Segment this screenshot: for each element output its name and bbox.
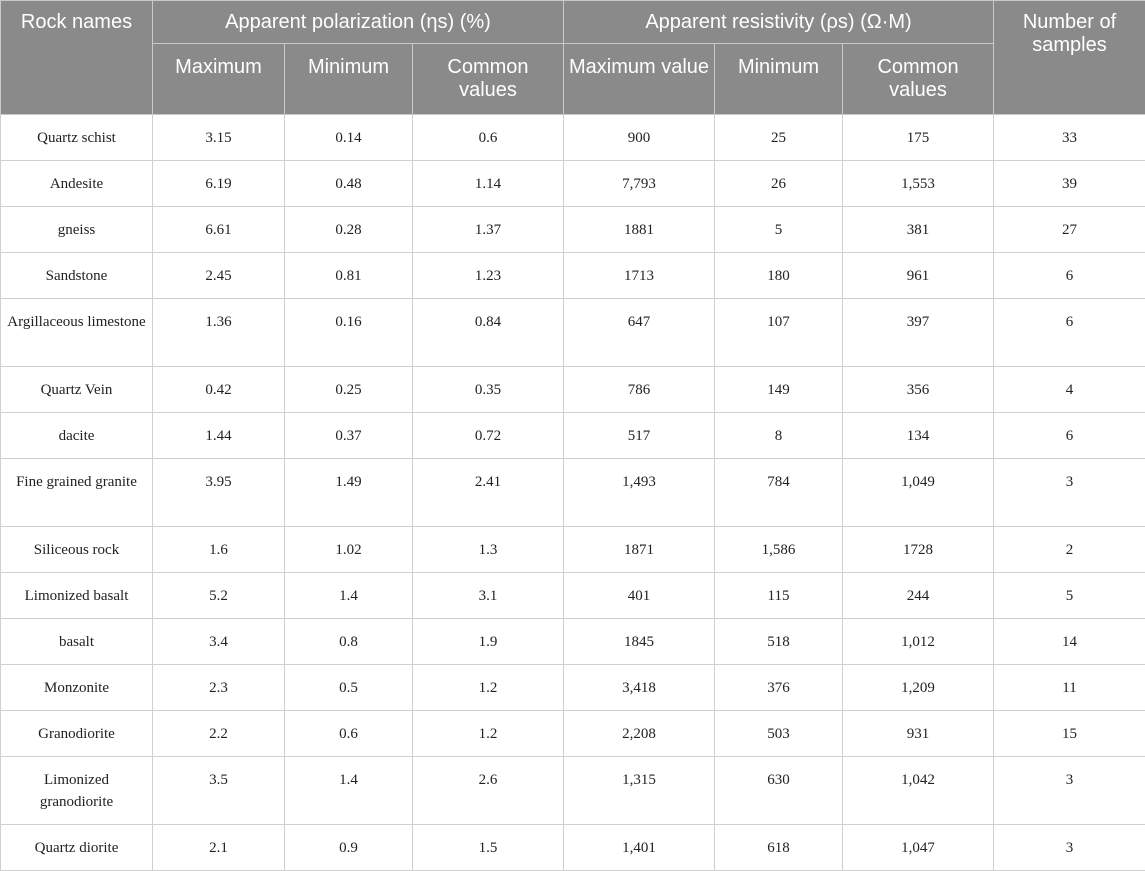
cell-samples: 39 bbox=[994, 161, 1145, 207]
cell-res-max: 647 bbox=[564, 299, 715, 367]
cell-pol-max: 1.44 bbox=[153, 413, 285, 459]
cell-res-max: 1881 bbox=[564, 207, 715, 253]
cell-pol-common: 0.84 bbox=[413, 299, 564, 367]
cell-samples: 27 bbox=[994, 207, 1145, 253]
cell-pol-min: 0.6 bbox=[285, 711, 413, 757]
cell-rock-name: Quartz Vein bbox=[1, 367, 153, 413]
cell-res-common: 356 bbox=[843, 367, 994, 413]
cell-res-min: 618 bbox=[715, 825, 843, 871]
cell-pol-min: 0.14 bbox=[285, 115, 413, 161]
cell-res-min: 26 bbox=[715, 161, 843, 207]
cell-res-common: 244 bbox=[843, 573, 994, 619]
cell-res-max: 1713 bbox=[564, 253, 715, 299]
cell-res-common: 1,042 bbox=[843, 757, 994, 825]
cell-samples: 5 bbox=[994, 573, 1145, 619]
cell-res-max: 1871 bbox=[564, 527, 715, 573]
cell-pol-common: 1.2 bbox=[413, 665, 564, 711]
header-polarization-maximum: Maximum bbox=[153, 44, 285, 115]
cell-pol-common: 1.23 bbox=[413, 253, 564, 299]
cell-res-common: 175 bbox=[843, 115, 994, 161]
cell-res-min: 784 bbox=[715, 459, 843, 527]
cell-res-common: 1,209 bbox=[843, 665, 994, 711]
cell-res-max: 900 bbox=[564, 115, 715, 161]
cell-rock-name: Limonized granodiorite bbox=[1, 757, 153, 825]
cell-pol-common: 0.35 bbox=[413, 367, 564, 413]
cell-pol-min: 0.16 bbox=[285, 299, 413, 367]
cell-rock-name: basalt bbox=[1, 619, 153, 665]
cell-res-min: 503 bbox=[715, 711, 843, 757]
table-row bbox=[1, 665, 1145, 711]
cell-samples: 3 bbox=[994, 825, 1145, 871]
cell-pol-min: 0.8 bbox=[285, 619, 413, 665]
table-row bbox=[1, 413, 1145, 459]
cell-res-min: 8 bbox=[715, 413, 843, 459]
cell-res-min: 630 bbox=[715, 757, 843, 825]
cell-pol-max: 6.61 bbox=[153, 207, 285, 253]
cell-pol-min: 0.25 bbox=[285, 367, 413, 413]
cell-pol-min: 0.5 bbox=[285, 665, 413, 711]
cell-samples: 11 bbox=[994, 665, 1145, 711]
cell-pol-common: 1.37 bbox=[413, 207, 564, 253]
cell-rock-name: Quartz diorite bbox=[1, 825, 153, 871]
cell-pol-max: 3.15 bbox=[153, 115, 285, 161]
cell-samples: 4 bbox=[994, 367, 1145, 413]
cell-rock-name: Fine grained granite bbox=[1, 459, 153, 527]
cell-res-common: 397 bbox=[843, 299, 994, 367]
cell-samples: 2 bbox=[994, 527, 1145, 573]
table-row bbox=[1, 825, 1145, 871]
cell-pol-common: 2.41 bbox=[413, 459, 564, 527]
cell-pol-min: 0.28 bbox=[285, 207, 413, 253]
cell-res-max: 1845 bbox=[564, 619, 715, 665]
header-resistivity-minimum: Minimum bbox=[715, 44, 843, 115]
cell-samples: 3 bbox=[994, 459, 1145, 527]
cell-res-max: 517 bbox=[564, 413, 715, 459]
cell-pol-min: 1.02 bbox=[285, 527, 413, 573]
cell-res-common: 1,047 bbox=[843, 825, 994, 871]
cell-res-common: 1,553 bbox=[843, 161, 994, 207]
header-number-of-samples: Number of samples bbox=[994, 1, 1145, 115]
cell-res-min: 180 bbox=[715, 253, 843, 299]
header-rock-names: Rock names bbox=[1, 1, 153, 115]
cell-samples: 6 bbox=[994, 299, 1145, 367]
cell-pol-common: 3.1 bbox=[413, 573, 564, 619]
table-row bbox=[1, 757, 1145, 825]
cell-pol-min: 1.4 bbox=[285, 757, 413, 825]
cell-pol-common: 1.5 bbox=[413, 825, 564, 871]
cell-pol-min: 0.48 bbox=[285, 161, 413, 207]
cell-pol-max: 3.4 bbox=[153, 619, 285, 665]
cell-res-min: 5 bbox=[715, 207, 843, 253]
cell-res-common: 381 bbox=[843, 207, 994, 253]
cell-res-max: 7,793 bbox=[564, 161, 715, 207]
cell-pol-common: 1.14 bbox=[413, 161, 564, 207]
cell-res-max: 3,418 bbox=[564, 665, 715, 711]
cell-rock-name: Monzonite bbox=[1, 665, 153, 711]
cell-samples: 33 bbox=[994, 115, 1145, 161]
header-polarization-common: Common values bbox=[413, 44, 564, 115]
cell-rock-name: Granodiorite bbox=[1, 711, 153, 757]
cell-pol-common: 0.6 bbox=[413, 115, 564, 161]
cell-pol-max: 1.36 bbox=[153, 299, 285, 367]
cell-res-max: 2,208 bbox=[564, 711, 715, 757]
cell-pol-max: 2.2 bbox=[153, 711, 285, 757]
cell-pol-min: 0.9 bbox=[285, 825, 413, 871]
cell-rock-name: Argillaceous limestone bbox=[1, 299, 153, 367]
header-resistivity-common: Common values bbox=[843, 44, 994, 115]
table-row bbox=[1, 573, 1145, 619]
cell-pol-max: 6.19 bbox=[153, 161, 285, 207]
cell-pol-common: 0.72 bbox=[413, 413, 564, 459]
cell-res-common: 1,049 bbox=[843, 459, 994, 527]
header-group-polarization: Apparent polarization (ηs) (%) bbox=[153, 1, 564, 44]
cell-res-common: 961 bbox=[843, 253, 994, 299]
cell-pol-min: 1.4 bbox=[285, 573, 413, 619]
table-row bbox=[1, 161, 1145, 207]
cell-res-min: 115 bbox=[715, 573, 843, 619]
cell-pol-max: 2.45 bbox=[153, 253, 285, 299]
cell-res-max: 401 bbox=[564, 573, 715, 619]
cell-pol-common: 1.9 bbox=[413, 619, 564, 665]
cell-pol-common: 1.3 bbox=[413, 527, 564, 573]
header-group-resistivity: Apparent resistivity (ρs) (Ω·M) bbox=[564, 1, 994, 44]
cell-pol-min: 1.49 bbox=[285, 459, 413, 527]
cell-pol-min: 0.81 bbox=[285, 253, 413, 299]
cell-pol-max: 2.1 bbox=[153, 825, 285, 871]
cell-rock-name: Siliceous rock bbox=[1, 527, 153, 573]
table-row bbox=[1, 711, 1145, 757]
cell-pol-max: 1.6 bbox=[153, 527, 285, 573]
cell-rock-name: Limonized basalt bbox=[1, 573, 153, 619]
cell-res-common: 1,012 bbox=[843, 619, 994, 665]
table-row bbox=[1, 459, 1145, 527]
cell-samples: 6 bbox=[994, 253, 1145, 299]
cell-pol-max: 3.5 bbox=[153, 757, 285, 825]
table-row bbox=[1, 527, 1145, 573]
cell-rock-name: gneiss bbox=[1, 207, 153, 253]
cell-res-min: 518 bbox=[715, 619, 843, 665]
cell-res-max: 1,315 bbox=[564, 757, 715, 825]
cell-res-max: 1,401 bbox=[564, 825, 715, 871]
cell-res-min: 1,586 bbox=[715, 527, 843, 573]
cell-rock-name: Sandstone bbox=[1, 253, 153, 299]
table-row bbox=[1, 207, 1145, 253]
header-polarization-minimum: Minimum bbox=[285, 44, 413, 115]
cell-samples: 6 bbox=[994, 413, 1145, 459]
cell-pol-max: 3.95 bbox=[153, 459, 285, 527]
table-row bbox=[1, 367, 1145, 413]
cell-rock-name: dacite bbox=[1, 413, 153, 459]
table-row bbox=[1, 619, 1145, 665]
cell-res-min: 25 bbox=[715, 115, 843, 161]
cell-pol-min: 0.37 bbox=[285, 413, 413, 459]
table-row bbox=[1, 253, 1145, 299]
cell-pol-max: 0.42 bbox=[153, 367, 285, 413]
table-body bbox=[1, 115, 1145, 871]
cell-pol-max: 5.2 bbox=[153, 573, 285, 619]
cell-pol-max: 2.3 bbox=[153, 665, 285, 711]
cell-res-common: 134 bbox=[843, 413, 994, 459]
cell-res-common: 931 bbox=[843, 711, 994, 757]
header-resistivity-maximum: Maximum value bbox=[564, 44, 715, 115]
cell-res-min: 149 bbox=[715, 367, 843, 413]
cell-samples: 3 bbox=[994, 757, 1145, 825]
table-row bbox=[1, 115, 1145, 161]
cell-res-min: 107 bbox=[715, 299, 843, 367]
cell-res-max: 1,493 bbox=[564, 459, 715, 527]
cell-res-max: 786 bbox=[564, 367, 715, 413]
cell-pol-common: 2.6 bbox=[413, 757, 564, 825]
table-row bbox=[1, 299, 1145, 367]
table-header bbox=[1, 1, 1145, 115]
cell-rock-name: Quartz schist bbox=[1, 115, 153, 161]
cell-samples: 14 bbox=[994, 619, 1145, 665]
cell-res-common: 1728 bbox=[843, 527, 994, 573]
cell-rock-name: Andesite bbox=[1, 161, 153, 207]
cell-pol-common: 1.2 bbox=[413, 711, 564, 757]
cell-res-min: 376 bbox=[715, 665, 843, 711]
cell-samples: 15 bbox=[994, 711, 1145, 757]
